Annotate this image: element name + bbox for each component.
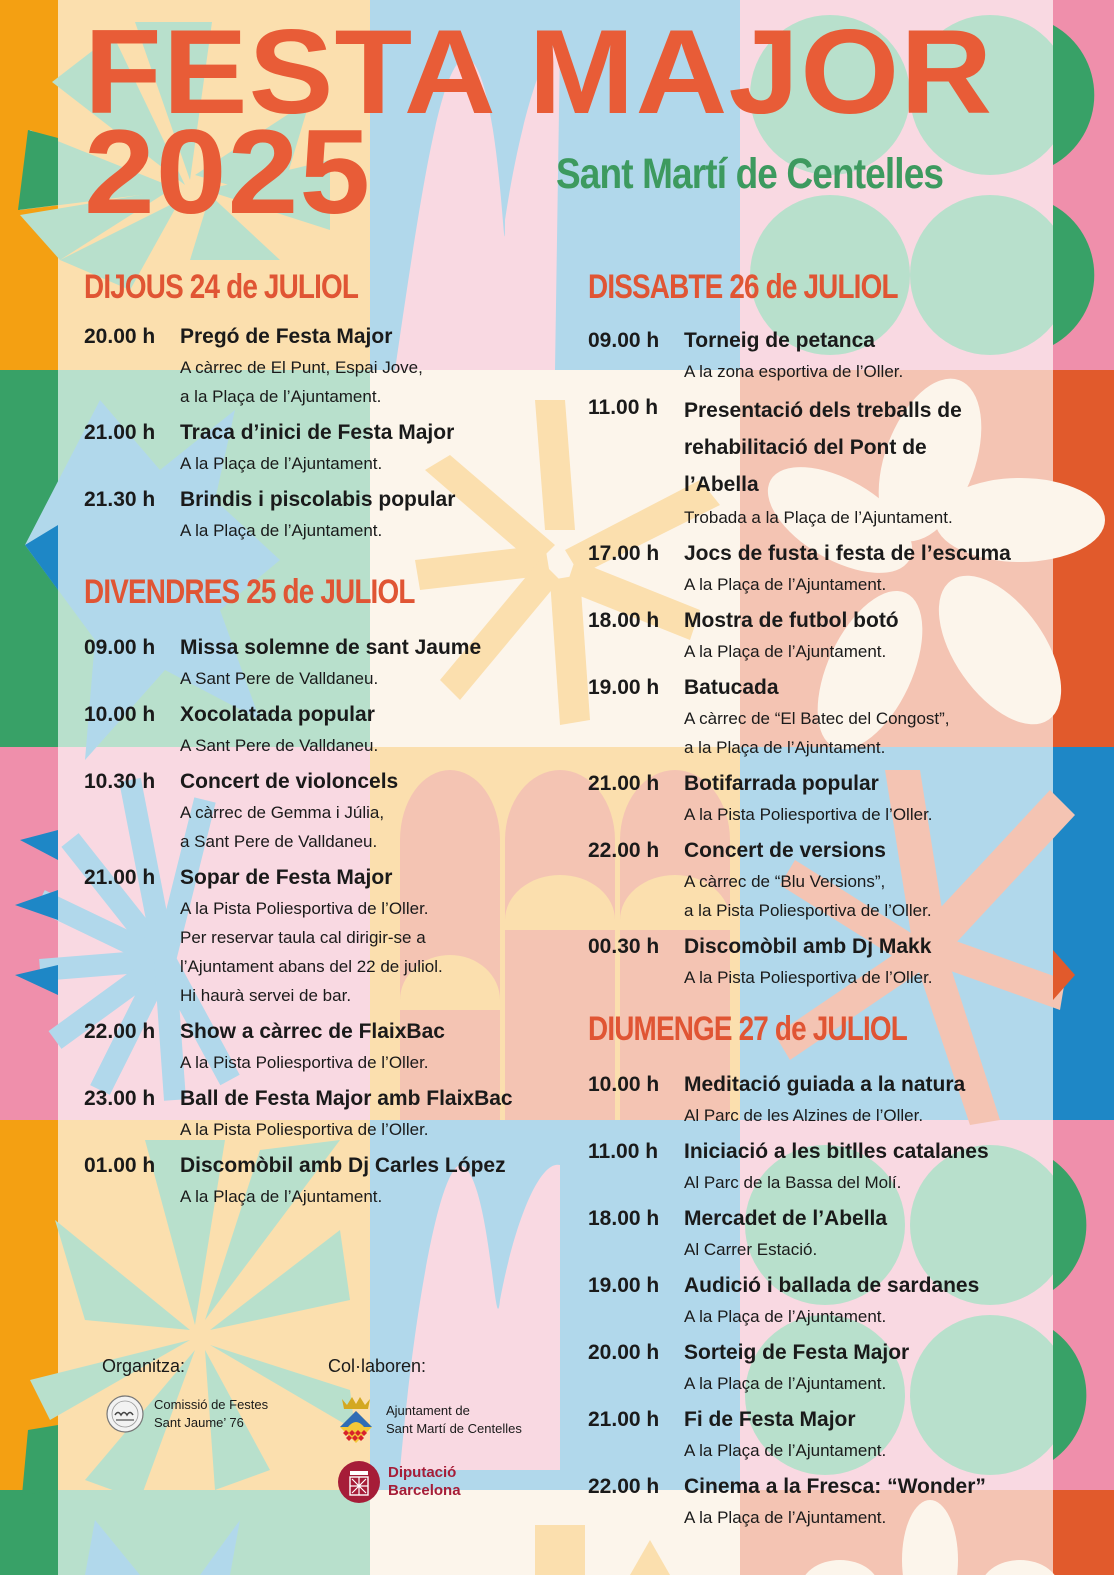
event-name: Iniciació a les bitlles catalanes xyxy=(684,1140,989,1163)
event-item xyxy=(84,417,554,478)
event-item xyxy=(588,325,1058,386)
event-desc: Per reservar taula cal dirigir-se a xyxy=(180,928,426,947)
collaborator-name-line2: Barcelona xyxy=(388,1482,461,1499)
event-desc: a la Plaça de l’Ajuntament. xyxy=(180,387,382,406)
organizer-credits xyxy=(102,1356,268,1433)
commission-seal-icon xyxy=(106,1395,144,1433)
event-name: Torneig de petanca xyxy=(684,329,875,352)
collaborator-name-line1: Diputació xyxy=(388,1464,457,1481)
event-name: Sopar de Festa Major xyxy=(180,866,393,889)
event-time: 10.00 h xyxy=(588,1073,660,1096)
event-name: Brindis i piscolabis popular xyxy=(180,488,456,511)
event-item xyxy=(84,862,564,1010)
event-desc: Al Carrer Estació. xyxy=(684,1240,818,1259)
event-desc: A la Plaça de l’Ajuntament. xyxy=(684,575,887,594)
event-name: Discomòbil amb Dj Makk xyxy=(684,935,932,958)
event-time: 23.00 h xyxy=(84,1087,156,1110)
event-desc: A la Plaça de l’Ajuntament. xyxy=(684,1508,887,1527)
event-name: Meditació guiada a la natura xyxy=(684,1073,966,1096)
event-item xyxy=(588,768,1058,829)
event-item xyxy=(588,605,1058,666)
event-item xyxy=(588,1203,1058,1264)
event-name: Traca d’inici de Festa Major xyxy=(180,421,455,444)
event-time: 21.00 h xyxy=(84,421,156,444)
event-time: 21.00 h xyxy=(84,866,156,889)
title-line-2: 2025 xyxy=(84,105,372,239)
event-time: 00.30 h xyxy=(588,935,660,958)
event-desc: a la Plaça de l’Ajuntament. xyxy=(684,738,886,757)
event-time: 20.00 h xyxy=(588,1341,660,1364)
event-name: Mercadet de l’Abella xyxy=(684,1207,888,1230)
event-desc: A càrrec de El Punt, Espai Jove, xyxy=(180,358,423,377)
event-desc: Al Parc de les Alzines de l’Oller. xyxy=(684,1106,924,1125)
event-desc: Hi haurà servei de bar. xyxy=(180,986,352,1005)
event-desc: A càrrec de Gemma i Júlia, xyxy=(180,803,385,822)
event-name: Discomòbil amb Dj Carles López xyxy=(180,1154,506,1177)
event-name: Audició i ballada de sardanes xyxy=(684,1274,980,1297)
day-section-sunday xyxy=(588,1010,1058,1538)
event-desc: A Sant Pere de Valldaneu. xyxy=(180,736,379,755)
event-name: Missa solemne de sant Jaume xyxy=(180,636,482,659)
event-item xyxy=(84,699,564,760)
day-heading: DIVENDRES 25 de JULIOL xyxy=(84,573,415,611)
event-time: 19.00 h xyxy=(588,676,660,699)
event-name: Jocs de fusta i festa de l’escuma xyxy=(684,542,1011,565)
event-item xyxy=(84,766,564,856)
event-time: 22.00 h xyxy=(588,839,660,862)
day-section-thursday xyxy=(84,268,554,551)
event-time: 17.00 h xyxy=(588,542,660,565)
event-item xyxy=(84,632,564,693)
event-time: 01.00 h xyxy=(84,1154,156,1177)
event-item xyxy=(588,1069,1058,1130)
event-name: Botifarrada popular xyxy=(684,772,879,795)
organizer-name-line2: Sant Jaume’ 76 xyxy=(154,1415,244,1430)
event-desc: Trobada a la Plaça de l’Ajuntament. xyxy=(684,508,953,527)
event-item xyxy=(588,835,1058,925)
collaborators-label: Col·laboren: xyxy=(328,1356,427,1376)
event-item xyxy=(84,1150,564,1211)
event-desc: A càrrec de “El Batec del Congost”, xyxy=(684,709,950,728)
event-desc: A la Plaça de l’Ajuntament. xyxy=(180,454,383,473)
event-time: 11.00 h xyxy=(588,1140,659,1163)
event-time: 19.00 h xyxy=(588,1274,660,1297)
event-time: 10.30 h xyxy=(84,770,156,793)
event-name: Ball de Festa Major amb FlaixBac xyxy=(180,1087,513,1110)
event-name: Xocolatada popular xyxy=(180,703,375,726)
event-name: Show a càrrec de FlaixBac xyxy=(180,1020,445,1043)
collaborator-name-line1: Ajuntament de xyxy=(386,1403,470,1418)
event-time: 21.00 h xyxy=(588,1408,660,1431)
day-heading: DIJOUS 24 de JULIOL xyxy=(84,268,359,306)
event-name: Concert de violoncels xyxy=(180,770,399,793)
event-desc: a la Pista Poliesportiva de l’Oller. xyxy=(684,901,932,920)
event-time: 18.00 h xyxy=(588,1207,660,1230)
event-time: 09.00 h xyxy=(588,329,660,352)
event-time: 20.00 h xyxy=(84,325,156,348)
event-desc: A la Plaça de l’Ajuntament. xyxy=(180,521,383,540)
event-item xyxy=(588,1136,1058,1197)
event-name: Sorteig de Festa Major xyxy=(684,1341,910,1364)
organizer-label: Organitza: xyxy=(102,1356,186,1376)
event-time: 09.00 h xyxy=(84,636,156,659)
event-item xyxy=(588,392,1058,532)
event-desc: A la Plaça de l’Ajuntament. xyxy=(180,1187,383,1206)
event-item xyxy=(588,931,1058,992)
event-item xyxy=(84,1016,564,1077)
event-name: Cinema a la Fresca: “Wonder” xyxy=(684,1475,986,1498)
event-desc: l’Ajuntament abans del 22 de juliol. xyxy=(180,957,443,976)
event-item xyxy=(588,1404,1058,1465)
event-desc: A la Pista Poliesportiva de l’Oller. xyxy=(180,899,429,918)
event-time: 11.00 h xyxy=(588,396,659,419)
event-time: 10.00 h xyxy=(84,703,156,726)
event-time: 22.00 h xyxy=(84,1020,156,1043)
event-desc: A la Plaça de l’Ajuntament. xyxy=(684,1307,887,1326)
event-item xyxy=(84,484,554,545)
title-line-1: FESTA MAJOR xyxy=(84,5,994,139)
event-time: 21.00 h xyxy=(588,772,660,795)
event-desc: A Sant Pere de Valldaneu. xyxy=(180,669,379,688)
event-desc: Al Parc de la Bassa del Molí. xyxy=(684,1173,902,1192)
organizer-name-line1: Comissió de Festes xyxy=(154,1397,269,1412)
event-item xyxy=(588,1337,1058,1398)
collaborator-name-line2: Sant Martí de Centelles xyxy=(386,1421,522,1436)
event-desc: A la Plaça de l’Ajuntament. xyxy=(684,1374,887,1393)
event-item xyxy=(84,1083,564,1144)
event-desc: A la Pista Poliesportiva de l’Oller. xyxy=(180,1120,429,1139)
event-desc: a Sant Pere de Valldaneu. xyxy=(180,832,378,851)
event-desc: A la zona esportiva de l’Oller. xyxy=(684,362,904,381)
event-time: 18.00 h xyxy=(588,609,660,632)
event-name: Pregó de Festa Major xyxy=(180,325,393,348)
event-item xyxy=(84,321,554,411)
event-time: 21.30 h xyxy=(84,488,156,511)
event-time: 22.00 h xyxy=(588,1475,660,1498)
collaborator-credits xyxy=(328,1356,522,1503)
event-name: Concert de versions xyxy=(684,839,886,862)
event-item xyxy=(588,1471,1058,1532)
town-coat-of-arms-icon xyxy=(338,1395,374,1445)
day-section-saturday xyxy=(588,268,1058,998)
event-name: Fi de Festa Major xyxy=(684,1408,856,1431)
day-heading: DIUMENGE 27 de JULIOL xyxy=(588,1010,907,1048)
diputacio-logo-icon xyxy=(338,1461,380,1503)
event-desc: A la Pista Poliesportiva de l’Oller. xyxy=(684,805,933,824)
event-item xyxy=(588,1270,1058,1331)
event-name: Mostra de futbol botó xyxy=(684,609,899,632)
event-desc: A la Pista Poliesportiva de l’Oller. xyxy=(684,968,933,987)
town-subtitle: Sant Martí de Centelles xyxy=(556,150,944,198)
event-name: Batucada xyxy=(684,676,779,699)
event-desc: A la Plaça de l’Ajuntament. xyxy=(684,1441,887,1460)
event-desc: A la Pista Poliesportiva de l’Oller. xyxy=(180,1053,429,1072)
event-item xyxy=(588,538,1058,599)
event-name: Presentació dels treballs de rehabilitació del Pont de l’Abella xyxy=(684,399,962,496)
day-heading: DISSABTE 26 de JULIOL xyxy=(588,268,898,306)
event-desc: A càrrec de “Blu Versions”, xyxy=(684,872,886,891)
event-item xyxy=(588,672,1058,762)
day-section-friday xyxy=(84,573,564,1217)
event-desc: A la Plaça de l’Ajuntament. xyxy=(684,642,887,661)
